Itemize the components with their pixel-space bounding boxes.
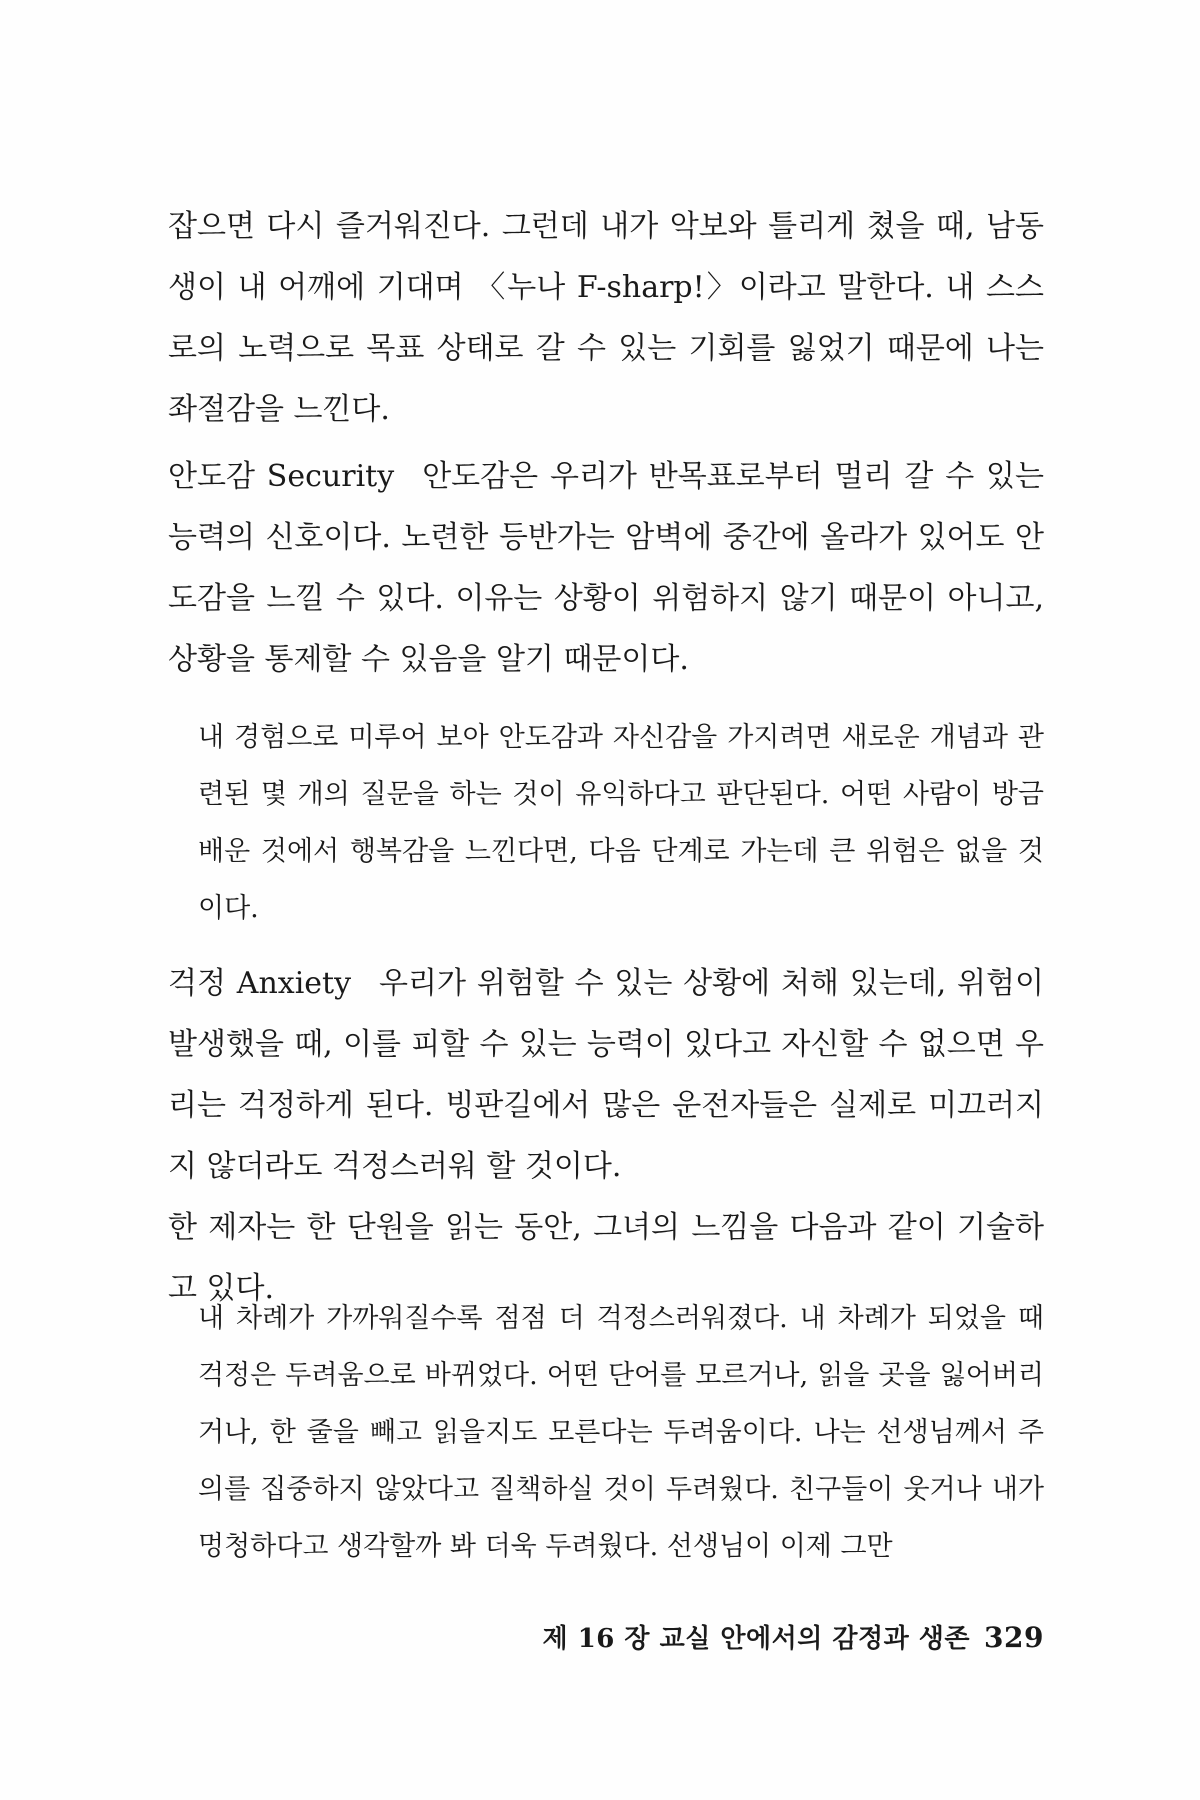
paragraph-text: 안도감은 우리가 반목표로부터 멀리 갈 수 있는 능력의 신호이다. 노련한 등반가는 암벽에 중간에 올라가 있어도 안도감을 느낄 수 있다. 이유는 상황이 위험하지 않기 때문이 아니고, 상황을 통제할 수 있음을 알기 때문이다. [168,459,1044,677]
running-footer [543,1618,1044,1655]
paragraph-anxiety-intro: 한 제자는 한 단원을 읽는 동안, 그녀의 느낌을 다음과 같이 기술하고 있다. [168,1210,1044,1306]
quote-text: 내 차례가 가까워질수록 점점 더 걱정스러워졌다. 내 차례가 되었을 때 걱정은 두려움으로 바뀌었다. 어떤 단어를 모르거나, 읽을 곳을 잃어버리거나, 한 줄을 빼고 읽을지도 모른다는 두려움이다. 나는 선생님께서 주의를 집중하지 않았다고 질책하실 것이 두려웠다. 친구들이 웃거나 내가 멍청하다고 생각할까 봐 더욱 두려웠다. 선생님이 이제 그만 [198,1303,1044,1562]
paragraph-anxiety [168,953,1044,1319]
term-security: 안도감 Security [168,459,395,494]
page-number: 329 [984,1621,1044,1654]
chapter-title: 제 16 장 교실 안에서의 감정과 생존 [542,1624,971,1654]
paragraph-text: 우리가 위험할 수 있는 상황에 처해 있는데, 위험이 발생했을 때, 이를 피할 수 있는 능력이 있다고 자신할 수 없으면 우리는 걱정하게 된다. 빙판길에서 많은 운전자들은 실제로 미끄러지지 않더라도 걱정스러워 할 것이다. [168,966,1044,1184]
paragraph-security [168,446,1044,690]
term-anxiety: 걱정 Anxiety [168,966,352,1001]
quote-reading-anxiety [198,1290,1044,1575]
quote-security-experience [198,709,1044,937]
paragraph-frustration-continued [168,196,1044,440]
quote-text: 내 경험으로 미루어 보아 안도감과 자신감을 가지려면 새로운 개념과 관련된 몇 개의 질문을 하는 것이 유익하다고 판단된다. 어떤 사람이 방금 배운 것에서 행복감을 느낀다면, 다음 단계로 가는데 큰 위험은 없을 것이다. [198,722,1044,924]
paragraph-anxiety-definition [168,953,1044,1197]
paragraph-text: 잡으면 다시 즐거워진다. 그런데 내가 악보와 틀리게 쳤을 때, 남동생이 내 어깨에 기대며 〈누나 F-sharp!〉이라고 말한다. 내 스스로의 노력으로 목표 상태로 갈 수 있는 기회를 잃었기 때문에 나는 좌절감을 느낀다. [168,209,1044,427]
